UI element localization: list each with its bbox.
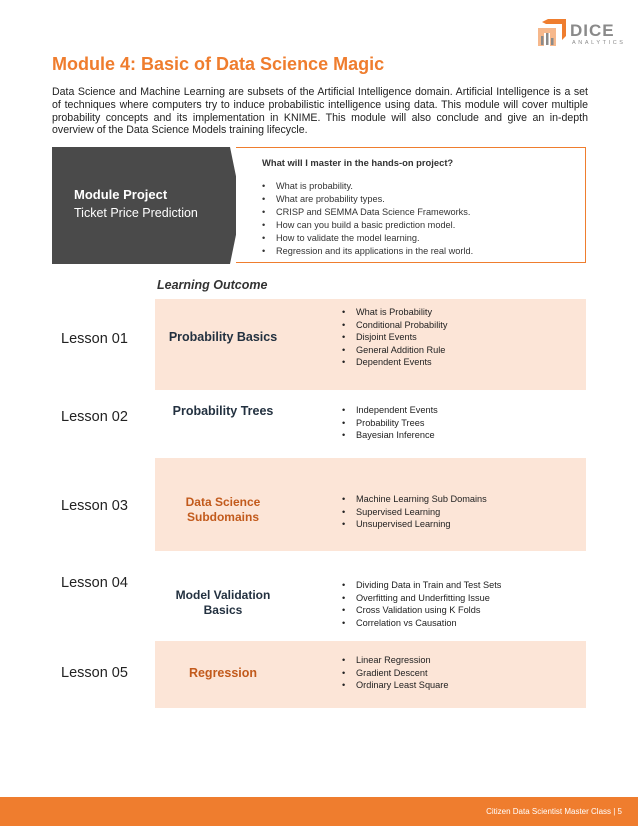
module-project-label: Module Project [74,187,168,202]
lesson-05-title: Regression [188,666,258,680]
page-footer [0,797,638,826]
lesson-04-number: Lesson 04 [61,575,128,591]
lesson-04-title: Model Validation Basics [175,588,271,617]
lesson-03-number: Lesson 03 [61,498,128,514]
list-item: • How can you build a basic prediction model. [262,219,473,232]
list-item: • Linear Regression [342,654,448,667]
list-item: • What is probability. [262,180,473,193]
lesson-02-number: Lesson 02 [61,409,128,425]
list-item: • Independent Events [342,404,438,417]
module-project-list [262,180,473,259]
lesson-01-title: Probability Basics [168,330,278,344]
learning-outcome-heading: Learning Outcome [157,278,268,292]
lesson-02-title: Probability Trees [172,404,274,418]
logo-wordmark: DICE [570,21,615,40]
list-item: • Bayesian Inference [342,429,438,442]
list-item: • What is Probability [342,306,447,319]
list-item: • Conditional Probability [342,319,447,332]
page-title: Module 4: Basic of Data Science Magic [52,54,385,74]
lesson-01-topics [342,306,447,369]
list-item: • Cross Validation using K Folds [342,604,501,617]
list-item: • Dividing Data in Train and Test Sets [342,579,501,592]
dice-analytics-logo [536,18,626,52]
list-item: • Disjoint Events [342,331,447,344]
list-item: • Ordinary Least Square [342,679,448,692]
list-item: • Unsupervised Learning [342,518,487,531]
list-item: • What are probability types. [262,193,473,206]
dice-logo-icon [536,18,570,48]
lesson-05-number: Lesson 05 [61,665,128,681]
list-item: • Gradient Descent [342,667,448,680]
list-item: • Supervised Learning [342,506,487,519]
intro-paragraph: Data Science and Machine Learning are subsets of the Artificial Intelligence domain. Artificial Intelligence is a set of techniques where computers try to induce probabilistic intelligence using data. This module will cover multiple probability concepts and its implementation in KNIME. This module will also conclude and give an in-depth overview of the Data Science Models training lifecycle. [52,86,588,137]
list-item: • Correlation vs Causation [342,617,501,630]
lesson-01-number: Lesson 01 [61,331,128,347]
list-item: • Dependent Events [342,356,447,369]
lesson-03-topics [342,493,487,531]
list-item: • Regression and its applications in the real world. [262,245,473,258]
list-item: • General Addition Rule [342,344,447,357]
footer-text: Citizen Data Scientist Master Class | 5 [486,807,622,816]
list-item: • How to validate the model learning. [262,232,473,245]
list-item: • Machine Learning Sub Domains [342,493,487,506]
lesson-02-topics [342,404,438,442]
list-item: • Overfitting and Underfitting Issue [342,592,501,605]
module-project-question: What will I master in the hands-on project? [262,157,454,168]
lesson-05-topics [342,654,448,692]
lesson-03-title: Data Science Subdomains [185,495,261,524]
list-item: • CRISP and SEMMA Data Science Frameworks. [262,206,473,219]
logo-subtitle: ANALYTICS [572,40,626,46]
module-project-name: Ticket Price Prediction [74,206,198,220]
list-item: • Probability Trees [342,417,438,430]
lesson-04-topics [342,579,501,629]
